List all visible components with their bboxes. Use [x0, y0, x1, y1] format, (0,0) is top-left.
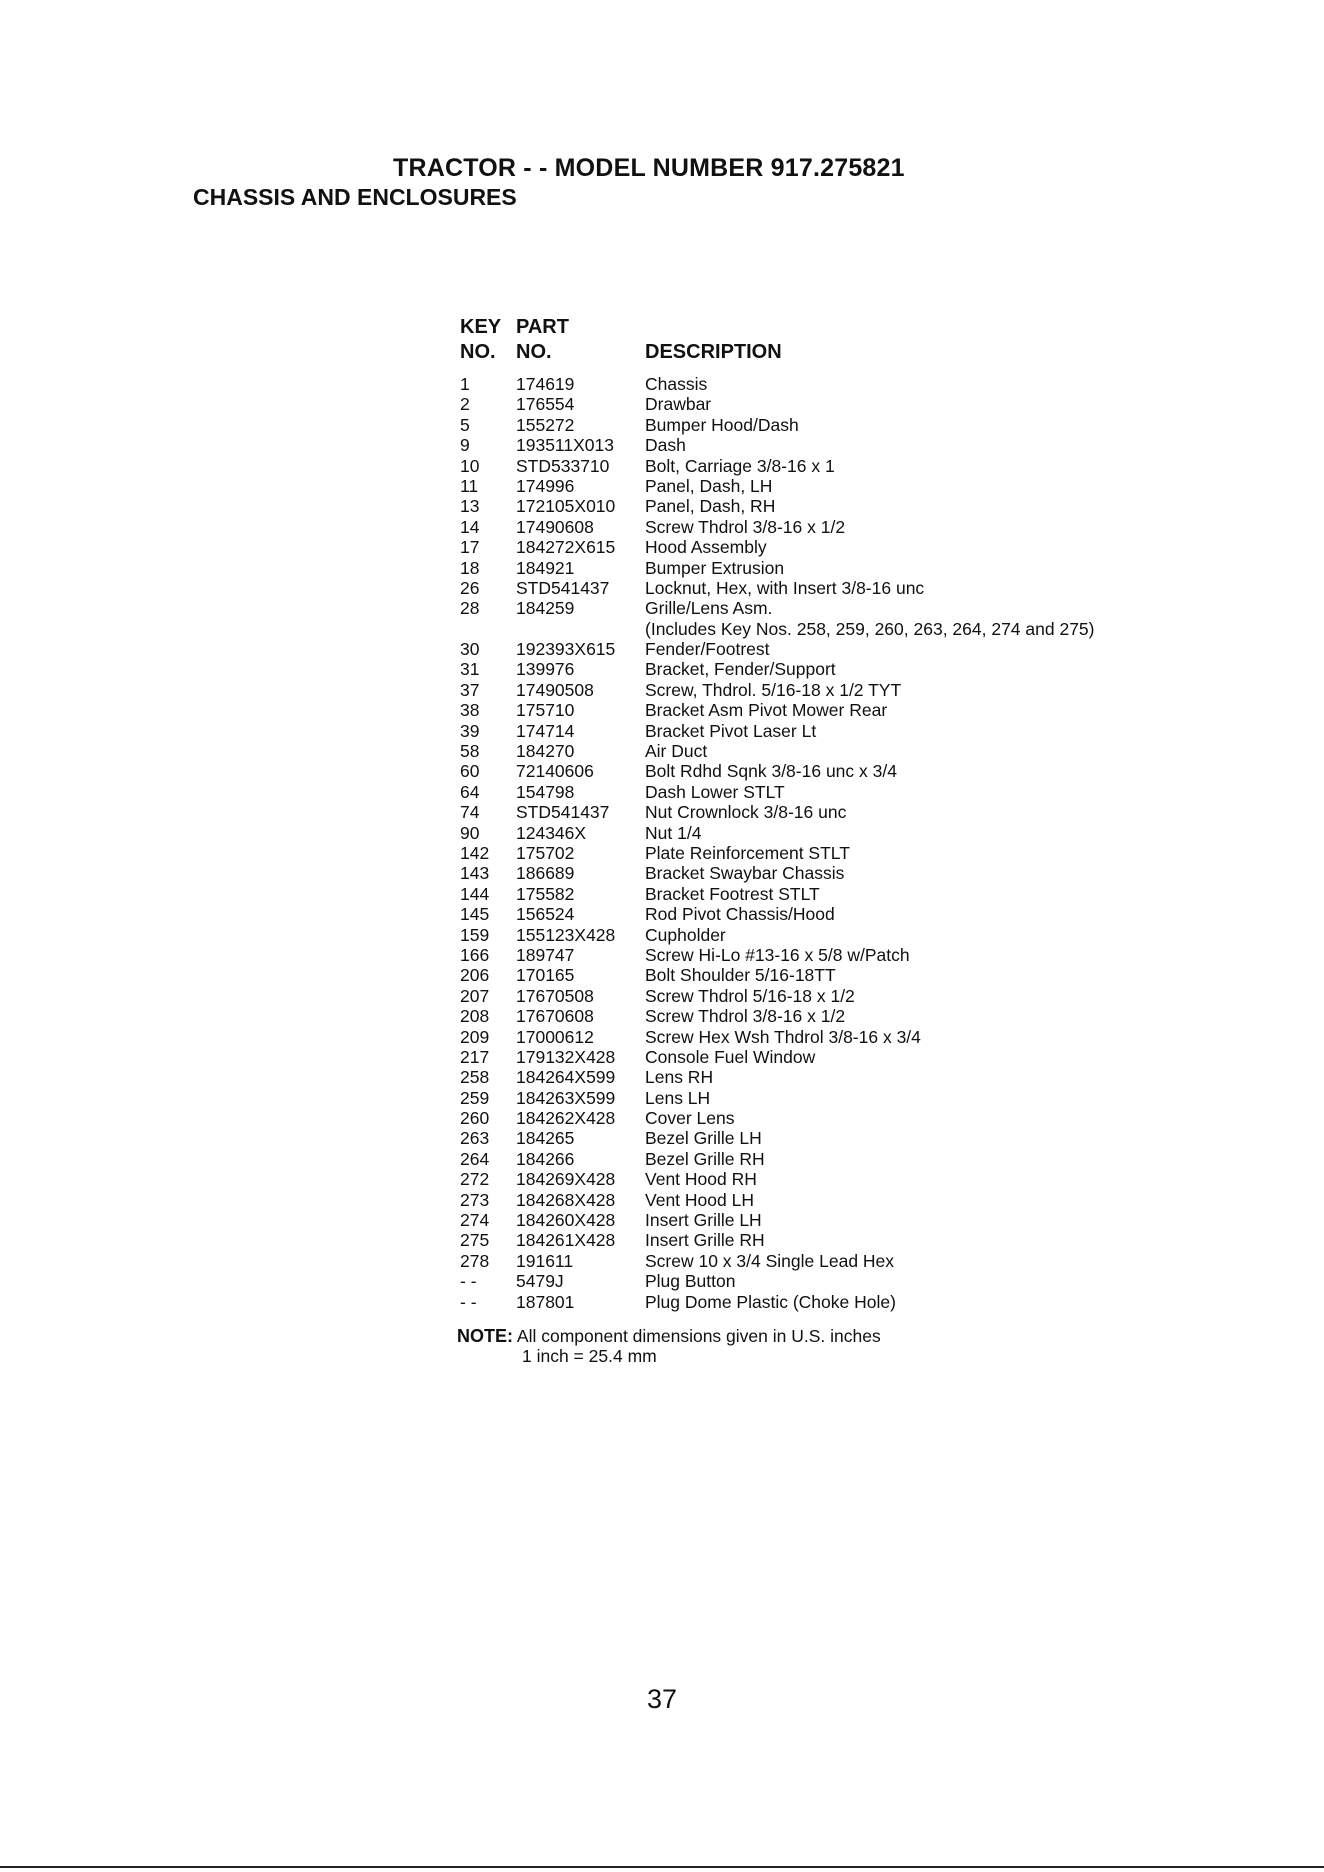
table-row	[459, 1006, 1199, 1026]
cell-description: Bracket Swaybar Chassis	[645, 863, 845, 884]
cell-description: Bolt, Carriage 3/8-16 x 1	[645, 455, 835, 476]
cell-part-no: 156524	[516, 904, 575, 925]
cell-description: Bezel Grille LH	[645, 1128, 762, 1149]
cell-part-no: 139976	[516, 659, 575, 680]
cell-description: Dash Lower STLT	[645, 781, 785, 802]
cell-description: Drawbar	[645, 394, 712, 415]
cell-key-no: 5	[460, 414, 470, 435]
cell-part-no: 189747	[516, 944, 575, 965]
cell-key-no: 258	[460, 1067, 490, 1088]
table-row	[459, 1230, 1199, 1250]
cell-description: Insert Grille RH	[645, 1230, 765, 1251]
cell-part-no: 170165	[516, 965, 575, 986]
cell-description: Air Duct	[645, 741, 708, 762]
cell-description: Screw Thdrol 5/16-18 x 1/2	[645, 985, 855, 1006]
table-row	[459, 639, 1199, 659]
cell-part-no: STD541437	[516, 577, 610, 598]
table-row	[459, 965, 1199, 985]
table-row	[459, 476, 1199, 496]
cell-description: Bracket, Fender/Support	[645, 659, 836, 680]
cell-key-no: 273	[460, 1189, 490, 1210]
cell-key-no: 58	[460, 741, 480, 762]
cell-part-no: 154798	[516, 781, 575, 802]
bottom-rule	[0, 1866, 1324, 1868]
cell-key-no: 14	[460, 516, 480, 537]
note-label: NOTE:	[457, 1326, 513, 1346]
cell-description: Screw Thdrol 3/8-16 x 1/2	[645, 1006, 846, 1027]
cell-part-no: 155272	[516, 414, 575, 435]
cell-part-no: 186689	[516, 863, 575, 884]
header-part-no: NO.	[516, 341, 552, 363]
cell-key-no: - -	[460, 1271, 477, 1292]
cell-part-no: 155123X428	[516, 924, 616, 945]
cell-key-no: 206	[460, 965, 490, 986]
cell-part-no: 184266	[516, 1148, 575, 1169]
cell-part-no: 124346X	[516, 822, 587, 843]
table-row	[459, 394, 1199, 414]
cell-part-no: 172105X010	[516, 496, 616, 517]
table-row	[459, 1047, 1199, 1067]
cell-description: Bracket Footrest STLT	[645, 883, 820, 904]
table-row	[459, 619, 1199, 639]
cell-key-no: 159	[460, 924, 490, 945]
header-description: DESCRIPTION	[645, 341, 782, 363]
cell-part-no: 184263X599	[516, 1087, 616, 1108]
table-row	[459, 884, 1199, 904]
cell-key-no: 10	[460, 455, 480, 476]
cell-key-no: 17	[460, 537, 480, 558]
section-title: CHASSIS AND ENCLOSURES	[193, 184, 517, 210]
cell-description: Rod Pivot Chassis/Hood	[645, 904, 835, 925]
cell-part-no: STD541437	[516, 802, 610, 823]
table-row	[459, 741, 1199, 761]
cell-description: Hood Assembly	[645, 537, 767, 558]
table-row	[459, 680, 1199, 700]
cell-description: Screw Thdrol 3/8-16 x 1/2	[645, 516, 846, 537]
table-row	[459, 823, 1199, 843]
cell-description: Panel, Dash, RH	[645, 496, 776, 517]
cell-key-no: 1	[460, 374, 470, 394]
cell-description: Bolt Rdhd Sqnk 3/8-16 unc x 3/4	[645, 761, 897, 782]
table-row	[459, 1088, 1199, 1108]
table-row	[459, 1190, 1199, 1210]
cell-key-no: 64	[460, 781, 480, 802]
cell-description: Plate Reinforcement STLT	[645, 842, 850, 863]
cell-part-no: 184261X428	[516, 1230, 616, 1251]
header-key: KEY	[460, 316, 502, 338]
cell-part-no: 174714	[516, 720, 575, 741]
cell-part-no: 179132X428	[516, 1046, 616, 1067]
cell-key-no: 217	[460, 1046, 490, 1067]
cell-description: Locknut, Hex, with Insert 3/8-16 unc	[645, 577, 925, 598]
header-key-no: NO.	[460, 341, 496, 363]
cell-description: Console Fuel Window	[645, 1046, 816, 1067]
table-row	[459, 496, 1199, 516]
cell-key-no: 38	[460, 700, 480, 721]
cell-description: Cover Lens	[645, 1108, 735, 1129]
cell-description: Lens RH	[645, 1067, 714, 1088]
cell-key-no: 30	[460, 639, 480, 660]
header-part: PART	[516, 316, 569, 338]
cell-description: Bezel Grille RH	[645, 1148, 765, 1169]
cell-key-no: 272	[460, 1169, 490, 1190]
cell-description: Vent Hood LH	[645, 1189, 754, 1210]
table-row	[459, 598, 1199, 618]
cell-key-no: 26	[460, 577, 480, 598]
cell-part-no: 184259	[516, 598, 575, 619]
cell-key-no: 145	[460, 904, 490, 925]
cell-part-no: 174619	[516, 374, 575, 394]
cell-key-no: 278	[460, 1250, 490, 1271]
cell-part-no: 184272X615	[516, 537, 616, 558]
cell-description: Grille/Lens Asm.	[645, 598, 773, 619]
page-title: TRACTOR - - MODEL NUMBER 917.275821	[393, 154, 905, 182]
cell-part-no: 17670508	[516, 985, 594, 1006]
cell-key-no: 142	[460, 842, 490, 863]
table-row	[459, 1027, 1199, 1047]
table-row	[459, 456, 1199, 476]
cell-key-no: 263	[460, 1128, 490, 1149]
table-row	[459, 904, 1199, 924]
table-row	[459, 517, 1199, 537]
cell-description: Bolt Shoulder 5/16-18TT	[645, 965, 836, 986]
table-row	[459, 1210, 1199, 1230]
cell-part-no: 72140606	[516, 761, 594, 782]
cell-key-no: 90	[460, 822, 480, 843]
cell-description: Dash	[645, 435, 686, 456]
cell-key-no: 275	[460, 1230, 490, 1251]
cell-key-no: 28	[460, 598, 480, 619]
table-row	[459, 558, 1199, 578]
cell-part-no: 192393X615	[516, 639, 616, 660]
cell-description: Lens LH	[645, 1087, 711, 1108]
cell-key-no: 208	[460, 1006, 490, 1027]
cell-key-no: 31	[460, 659, 480, 680]
cell-part-no: 17490608	[516, 516, 594, 537]
cell-part-no: 191611	[516, 1250, 574, 1271]
table-row	[459, 945, 1199, 965]
table-row	[459, 782, 1199, 802]
cell-key-no: 39	[460, 720, 480, 741]
cell-part-no: 175710	[516, 700, 575, 721]
cell-part-no: 174996	[516, 475, 575, 496]
cell-description: Screw Hi-Lo #13-16 x 5/8 w/Patch	[645, 944, 910, 965]
cell-description: Fender/Footrest	[645, 639, 770, 660]
table-row	[459, 435, 1199, 455]
table-row	[459, 415, 1199, 435]
table-row	[459, 537, 1199, 557]
table-row	[459, 761, 1199, 781]
cell-key-no: - -	[460, 1291, 477, 1312]
table-row	[459, 1271, 1199, 1291]
table-row	[459, 1251, 1199, 1271]
table-row	[459, 802, 1199, 822]
table-row	[459, 1108, 1199, 1128]
cell-description: Vent Hood RH	[645, 1169, 757, 1190]
cell-description: Cupholder	[645, 924, 726, 945]
note-line-2: 1 inch = 25.4 mm	[522, 1346, 657, 1367]
parts-list-rows	[459, 374, 1199, 1312]
cell-key-no: 11	[460, 475, 479, 496]
cell-part-no: 17670608	[516, 1006, 594, 1027]
cell-part-no: STD533710	[516, 455, 610, 476]
cell-key-no: 260	[460, 1108, 490, 1129]
table-row	[459, 374, 1199, 394]
cell-key-no: 166	[460, 944, 490, 965]
cell-key-no: 60	[460, 761, 480, 782]
parts-list-header	[459, 316, 1199, 366]
cell-part-no: 176554	[516, 394, 575, 415]
cell-key-no: 2	[460, 394, 470, 415]
cell-part-no: 175582	[516, 883, 575, 904]
cell-part-no: 184260X428	[516, 1210, 616, 1231]
cell-key-no: 13	[460, 496, 480, 517]
table-row	[459, 1169, 1199, 1189]
cell-key-no: 207	[460, 985, 490, 1006]
cell-part-no: 184264X599	[516, 1067, 616, 1088]
cell-part-no: 184262X428	[516, 1108, 616, 1129]
cell-key-no: 264	[460, 1148, 490, 1169]
note-line-1: All component dimensions given in U.S. inches	[516, 1326, 881, 1346]
cell-part-no: 193511X013	[516, 435, 614, 456]
cell-description: Screw 10 x 3/4 Single Lead Hex	[645, 1250, 895, 1271]
cell-description: Insert Grille LH	[645, 1210, 762, 1231]
cell-description: Plug Dome Plastic (Choke Hole)	[645, 1291, 896, 1312]
cell-description: Nut Crownlock 3/8-16 unc	[645, 802, 847, 823]
table-row	[459, 863, 1199, 883]
table-row	[459, 1292, 1199, 1312]
table-row	[459, 700, 1199, 720]
table-row	[459, 1067, 1199, 1087]
cell-description: Bracket Pivot Laser Lt	[645, 720, 817, 741]
table-row	[459, 843, 1199, 863]
cell-description: Screw Hex Wsh Thdrol 3/8-16 x 3/4	[645, 1026, 921, 1047]
cell-part-no: 17490508	[516, 679, 594, 700]
cell-part-no: 184265	[516, 1128, 575, 1149]
table-row	[459, 1128, 1199, 1148]
cell-description: Bracket Asm Pivot Mower Rear	[645, 700, 888, 721]
table-row	[459, 721, 1199, 741]
cell-description: Bumper Extrusion	[645, 557, 785, 578]
page-number: 37	[646, 1684, 678, 1714]
cell-key-no: 143	[460, 863, 490, 884]
table-row	[459, 659, 1199, 679]
cell-part-no: 184921	[516, 557, 575, 578]
cell-part-no: 5479J	[516, 1271, 564, 1292]
cell-part-no: 184270	[516, 741, 575, 762]
table-row	[459, 578, 1199, 598]
parts-list	[459, 316, 1199, 1312]
cell-key-no: 37	[460, 679, 480, 700]
cell-part-no: 184268X428	[516, 1189, 616, 1210]
cell-key-no: 274	[460, 1210, 490, 1231]
cell-key-no: 259	[460, 1087, 490, 1108]
cell-description: Screw, Thdrol. 5/16-18 x 1/2 TYT	[645, 679, 902, 700]
cell-description: Chassis	[645, 374, 708, 394]
table-row	[459, 1149, 1199, 1169]
cell-description: Plug Button	[645, 1271, 736, 1292]
cell-key-no: 9	[460, 435, 470, 456]
cell-part-no: 184269X428	[516, 1169, 616, 1190]
cell-part-no: 175702	[516, 842, 575, 863]
cell-description: Bumper Hood/Dash	[645, 414, 799, 435]
cell-part-no: 17000612	[516, 1026, 594, 1047]
cell-description: Panel, Dash, LH	[645, 475, 773, 496]
table-row	[459, 986, 1199, 1006]
cell-key-no: 74	[460, 802, 480, 823]
cell-part-no: 187801	[516, 1291, 575, 1312]
cell-key-no: 209	[460, 1026, 490, 1047]
dimensions-note	[457, 1326, 881, 1367]
table-row	[459, 925, 1199, 945]
cell-key-no: 144	[460, 883, 490, 904]
cell-description: (Includes Key Nos. 258, 259, 260, 263, 264, 274 and 275)	[645, 618, 1095, 639]
cell-description: Nut 1/4	[645, 822, 702, 843]
cell-key-no: 18	[460, 557, 480, 578]
